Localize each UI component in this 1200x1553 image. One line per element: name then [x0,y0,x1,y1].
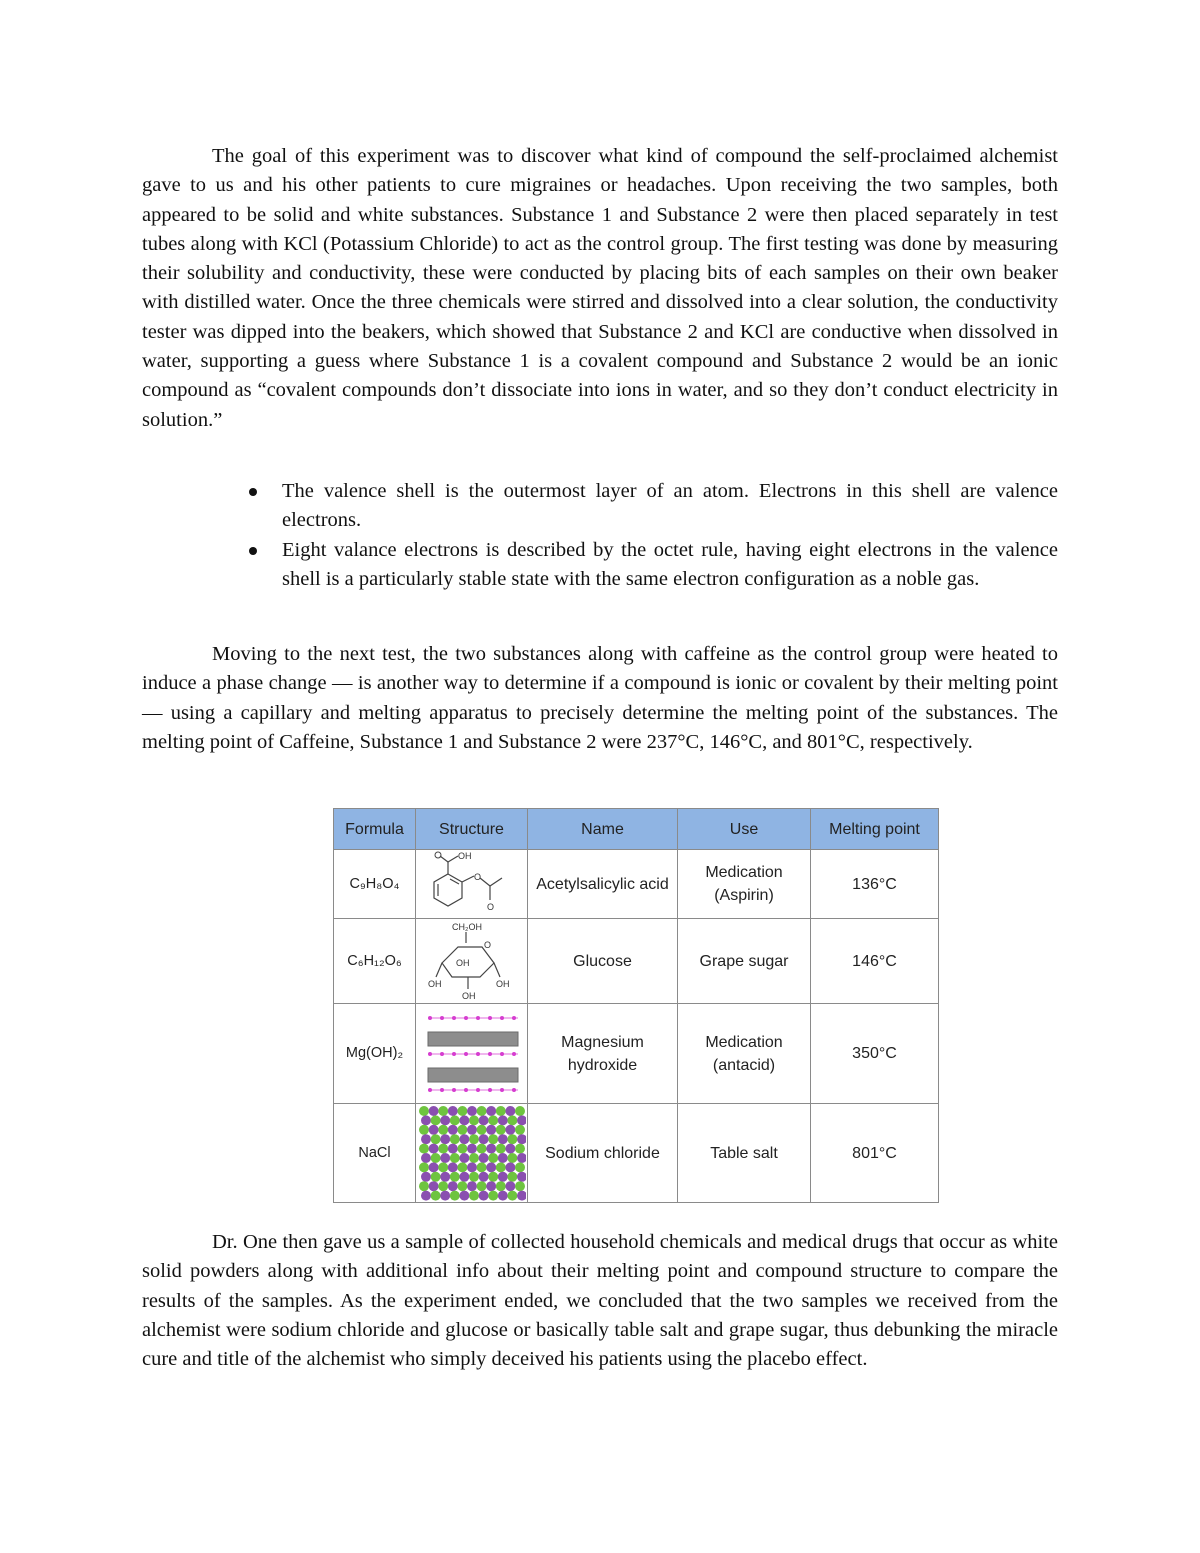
table-header-row [334,809,939,850]
bullet-icon [249,547,257,555]
glucose-oh-label: OH [495,979,509,989]
lattice-atom [476,1106,486,1116]
table-row [334,919,939,1004]
header-use: Use [678,809,811,850]
layered-crystal-icon [418,1006,526,1102]
lattice-atom [507,1134,517,1144]
lattice-atom [515,1162,525,1172]
lattice-atom [449,1134,459,1144]
lattice-atom [497,1153,507,1163]
lattice-atom [517,1134,526,1144]
use-cell: Grape sugar [678,919,811,1004]
lattice-atom [457,1181,467,1191]
glucose-oh-label: OH [461,991,475,1001]
lattice-atom [495,1106,505,1116]
glucose-structure-icon [418,919,526,1003]
glucose-oh-label: OH [455,958,469,968]
lattice-atom [421,1115,431,1125]
lattice-atom [419,1144,429,1154]
lattice-atom [457,1125,467,1135]
lattice-atom [478,1134,488,1144]
lattice-atom [419,1125,429,1135]
lattice-atom [486,1125,496,1135]
lattice-atom [505,1144,515,1154]
lattice-atom [517,1153,526,1163]
aspirin-structure-icon [418,850,526,918]
lattice-atom [507,1172,517,1182]
lattice-atom [467,1162,477,1172]
lattice-atom [467,1125,477,1135]
lattice-atom [459,1115,469,1125]
lattice-atom [486,1181,496,1191]
lattice-atom [488,1172,498,1182]
lattice-atom [515,1106,525,1116]
name-cell: Acetylsalicylic acid [528,850,678,919]
lattice-atom [515,1144,525,1154]
lattice-atom [486,1162,496,1172]
glucose-oh-label: OH [427,979,441,989]
table-row [334,1104,939,1203]
formula-cell: C₆H₁₂O₆ [334,919,416,1004]
bullet-item [282,536,1058,595]
name-cell: Glucose [528,919,678,1004]
intro-paragraph: The goal of this experiment was to discover what kind of compound the self-proclaimed alchemist gave to us and his other patients to cure migraines or headaches. Upon receiving the two samples, both appeared to be solid and white substances. Substance 1 and Substance 2 were then placed separately in test tubes along with KCl (Potassium Chloride) to act as the control group. The first testing was done by measuring their solubility and conductivity, these were conducted by placing bits of each samples on their own beaker with distilled water. Once the three chemicals were stirred and dissolved into a clear solution, the conductivity tester was dipped into the beakers, which showed that Substance 2 and KCl are conductive when dissolved in water, supporting a guess where Substance 1 is a covalent compound and Substance 2 would be an ionic compound as “covalent compounds don’t dissociate into ions in water, and so they don’t conduct electricity in solution.” [142,145,1058,431]
lattice-atom [486,1144,496,1154]
salt-lattice-icon [418,1105,526,1201]
bullet-text: The valence shell is the outermost layer of an atom. Electrons in this shell are valence electrons. [282,480,1058,532]
lattice-atom [515,1125,525,1135]
lattice-atom [488,1153,498,1163]
lattice-atom [430,1115,440,1125]
lattice-atom [486,1106,496,1116]
lattice-atom [488,1134,498,1144]
lattice-atom [419,1181,429,1191]
lattice-atom [447,1106,457,1116]
lattice-atom [497,1115,507,1125]
lattice-atom [478,1172,488,1182]
header-melting-point: Melting point [811,809,939,850]
lattice-atom [440,1172,450,1182]
lattice-atom [488,1115,498,1125]
lattice-atom [438,1181,448,1191]
lattice-atom [457,1106,467,1116]
name-cell: Magnesium hydroxide [528,1004,678,1104]
table-row [334,850,939,919]
lattice-atom [419,1162,429,1172]
lattice-atom [505,1162,515,1172]
melting-point-cell: 801°C [811,1104,939,1203]
lattice-atom [469,1153,479,1163]
lattice-atom [428,1181,438,1191]
lattice-atom [497,1134,507,1144]
lattice-atom [447,1181,457,1191]
lattice-atom [469,1134,479,1144]
lattice-atom [505,1125,515,1135]
lattice-atom [447,1162,457,1172]
use-cell: Table salt [678,1104,811,1203]
lattice-atom [469,1191,479,1201]
lattice-atom [421,1134,431,1144]
lattice-atom [497,1191,507,1201]
name-cell: Sodium chloride [528,1104,678,1203]
lattice-atom [421,1172,431,1182]
bullet-icon [249,488,257,496]
lattice-atom [507,1153,517,1163]
bullet-text: Eight valance electrons is described by the octet rule, having eight electrons in the valence shell is a particularly stable state with the same electron configuration as a noble gas. [282,538,1058,590]
lattice-atom [507,1191,517,1201]
lattice-atom [419,1106,429,1116]
lattice-atom [449,1115,459,1125]
lattice-atom [505,1106,515,1116]
lattice-atom [476,1162,486,1172]
structure-cell [416,850,528,919]
compound-table [333,808,939,1203]
melting-point-cell: 136°C [811,850,939,919]
lattice-atom [467,1106,477,1116]
lattice-atom [440,1115,450,1125]
lattice-atom [447,1125,457,1135]
structure-cell [416,919,528,1004]
formula-cell: C₉H₈O₄ [334,850,416,919]
lattice-atom [517,1191,526,1201]
header-formula: Formula [334,809,416,850]
lattice-atom [447,1144,457,1154]
glucose-ring-o-label: O [483,940,491,950]
lattice-atom [421,1191,431,1201]
lattice-atom [497,1172,507,1182]
melting-point-cell: 146°C [811,919,939,1004]
structure-cell [416,1104,528,1203]
lattice-atom [478,1115,488,1125]
lattice-atom [430,1134,440,1144]
lattice-atom [459,1191,469,1201]
lattice-atom [495,1144,505,1154]
lattice-atom [517,1115,526,1125]
lattice-atom [505,1181,515,1191]
lattice-atom [438,1144,448,1154]
lattice-atom [495,1125,505,1135]
lattice-atom [515,1181,525,1191]
lattice-atom [440,1191,450,1201]
lattice-atom [476,1181,486,1191]
lattice-atom [457,1162,467,1172]
aspirin-carbonyl-label: O [486,902,494,912]
lattice-atom [507,1115,517,1125]
formula-cell: Mg(OH)₂ [334,1004,416,1104]
lattice-atom [428,1106,438,1116]
lattice-atom [476,1125,486,1135]
lattice-atom [449,1172,459,1182]
lattice-atom [467,1144,477,1154]
lattice-atom [449,1191,459,1201]
lattice-atom [438,1106,448,1116]
use-cell: Medication (Aspirin) [678,850,811,919]
compound-table-wrapper [333,808,938,1202]
lattice-atom [478,1191,488,1201]
lattice-atom [469,1172,479,1182]
lattice-atom [430,1191,440,1201]
lattice-atom [517,1172,526,1182]
aspirin-o-label: O [473,872,481,882]
aspirin-oh-label: OH [457,851,471,861]
lattice-atom [438,1125,448,1135]
table-row [334,1004,939,1104]
lattice-atom [459,1172,469,1182]
bullet-list [282,477,1058,594]
header-name: Name [528,809,678,850]
lattice-atom [428,1144,438,1154]
lattice-atom [457,1144,467,1154]
lattice-atom [476,1144,486,1154]
lattice-atom [438,1162,448,1172]
melting-point-cell: 350°C [811,1004,939,1104]
lattice-atom [467,1181,477,1191]
lattice-atom [421,1153,431,1163]
lattice-atom [430,1172,440,1182]
lattice-atom [459,1153,469,1163]
bullet-item [282,477,1058,536]
lattice-atom [459,1134,469,1144]
lattice-atom [488,1191,498,1201]
lattice-atom [495,1162,505,1172]
lattice-atom [478,1153,488,1163]
melting-point-paragraph: Moving to the next test, the two substances along with caffeine as the control group were heated to induce a phase change — is another way to determine if a compound is ionic or covalent by their melting point — using a capillary and melting apparatus to precisely determine the melting point of the substances. The melting point of Caffeine, Substance 1 and Substance 2 were 237°C, 146°C, and 801°C, respectively. [142,643,1058,753]
header-structure: Structure [416,809,528,850]
structure-cell [416,1004,528,1104]
lattice-atom [440,1134,450,1144]
glucose-ch2oh-label: CH₂OH [451,922,482,932]
lattice-atom [428,1162,438,1172]
lattice-atom [495,1181,505,1191]
lattice-atom [430,1153,440,1163]
formula-cell: NaCl [334,1104,416,1203]
lattice-atom [440,1153,450,1163]
use-cell: Medication (antacid) [678,1004,811,1104]
lattice-atom [469,1115,479,1125]
lattice-atom [428,1125,438,1135]
lattice-atom [449,1153,459,1163]
conclusion-paragraph: Dr. One then gave us a sample of collected household chemicals and medical drugs that occur as white solid powders along with additional info about their melting point and compound structure to compare the results of the samples. As the experiment ended, we concluded that the two samples we received from the alchemist were sodium chloride and glucose or basically table salt and grape sugar, thus debunking the miracle cure and title of the alchemist who simply deceived his patients using the placebo effect. [142,1231,1058,1371]
